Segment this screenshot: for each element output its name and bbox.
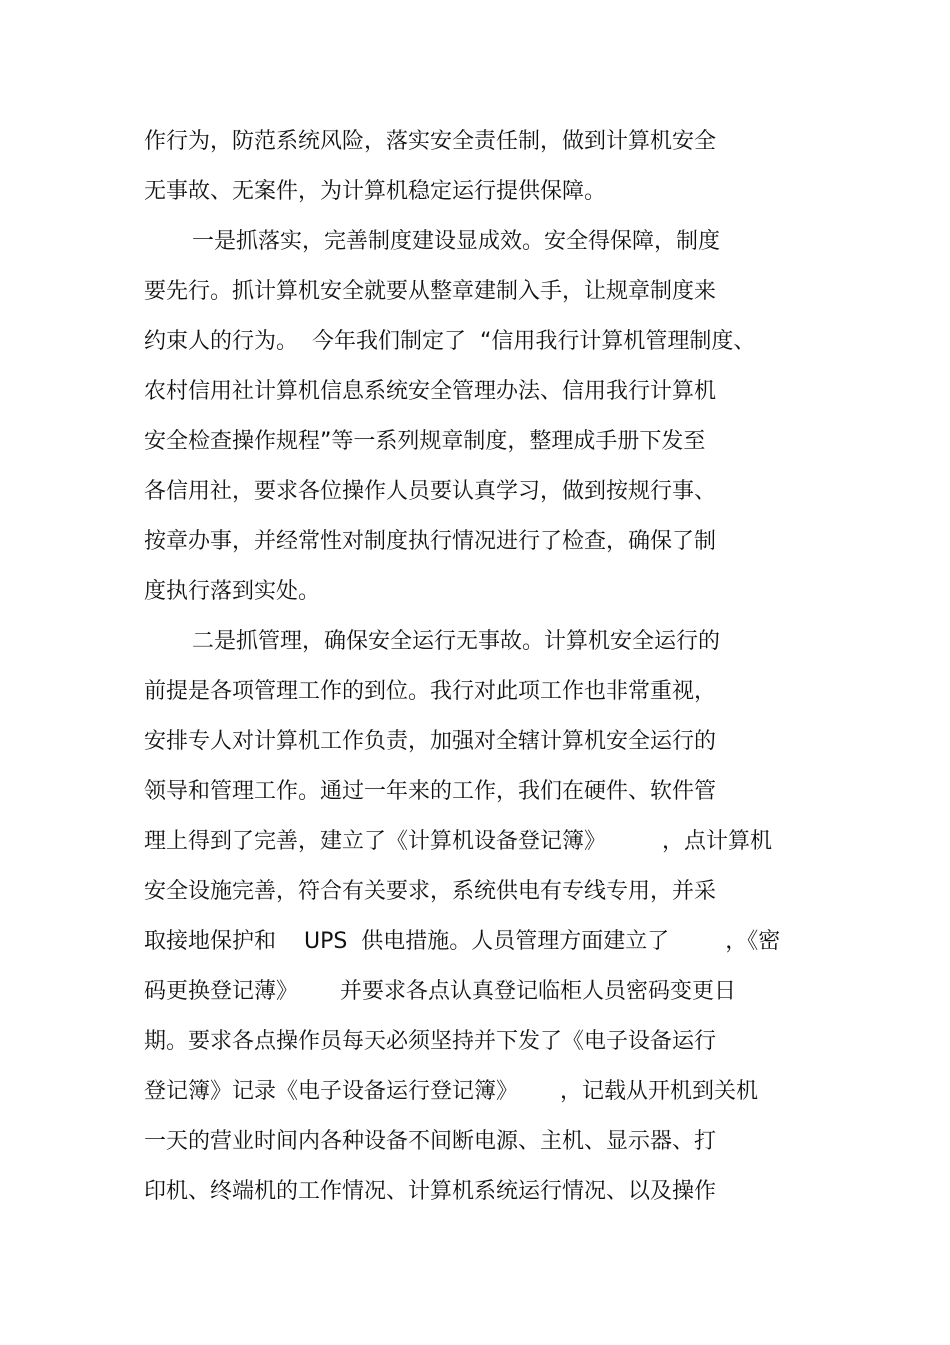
text-line: 一天的营业时间内各种设备不间断电源、主机、显示器、打 [144,1129,717,1154]
text-line: 作行为，防范系统风险，落实安全责任制，做到计算机安全 [144,129,717,154]
text-line: 领导和管理工作。通过一年来的工作，我们在硬件、软件管 [144,779,717,804]
text-line: 前提是各项管理工作的到位。我行对此项工作也非常重视， [144,679,717,704]
text-line: 印机、终端机的工作情况、计算机系统运行情况、以及操作 [144,1179,717,1204]
text-line: 要先行。抓计算机安全就要从整章建制入手，让规章制度来 [144,279,717,304]
paragraph-start-line: 一是抓落实，完善制度建设显成效。安全得保障，制度 [192,229,721,254]
text-line: 农村信用社计算机信息系统安全管理办法、信用我行计算机 [144,379,717,404]
paragraph-start-line: 二是抓管理，确保安全运行无事故。计算机安全运行的 [192,629,721,654]
text-line: 无事故、无案件，为计算机稳定运行提供保障。 [144,179,607,204]
text-line: 约束人的行为。 今年我们制定了 “信用我行计算机管理制度、 [144,329,756,354]
text-line: 各信用社，要求各位操作人员要认真学习，做到按规行事、 [144,479,717,504]
text-line: 期。要求各点操作员每天必须坚持并下发了《电子设备运行 [144,1029,717,1054]
text-line: 安全设施完善，符合有关要求，系统供电有专线专用，并采 [144,879,717,904]
text-line: 理上得到了完善，建立了《计算机设备登记簿》 ，点计算机 [144,829,772,854]
text-line: 登记簿》记录《电子设备运行登记簿》 ，记载从开机到关机 [144,1079,758,1104]
text-line: 度执行落到实处。 [144,579,321,604]
text-line: 安全检查操作规程”等一系列规章制度，整理成手册下发至 [144,429,706,454]
text-line: 取接地保护和 UPS 供电措施。人员管理方面建立了 ，《密 [144,929,781,954]
text-line: 按章办事，并经常性对制度执行情况进行了检查，确保了制 [144,529,717,554]
text-line: 安排专人对计算机工作负责，加强对全辖计算机安全运行的 [144,729,717,754]
text-line: 码更换登记薄》 并要求各点认真登记临柜人员密码变更日 [144,979,736,1004]
